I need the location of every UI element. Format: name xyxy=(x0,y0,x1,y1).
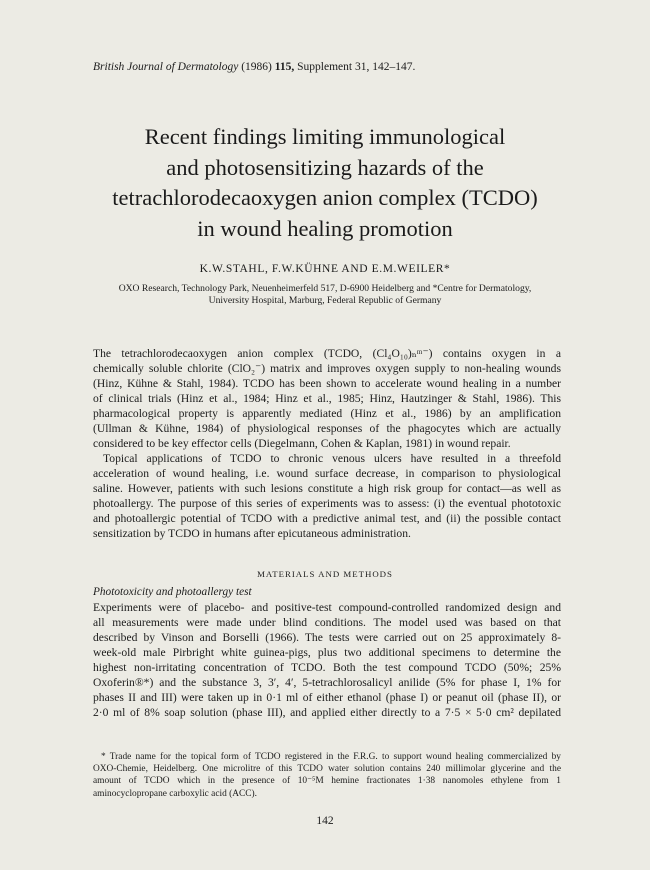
subsection-heading: Phototoxicity and photoallergy test xyxy=(93,586,252,598)
text-line: all measurements were made under blind conditions. The model used was based on that xyxy=(93,616,561,629)
text-line: acceleration of wound healing, i.e. wound surface decrease, in comparison to physiological xyxy=(93,467,561,480)
text-line: week-old male Pirbright white guinea-pigs, plus two additional specimens to determine the xyxy=(93,646,561,659)
introduction xyxy=(93,346,561,541)
title-line: Recent findings limiting immunological xyxy=(144,124,506,149)
footnote-line: aminocyclopropane carboxylic acid (ACC). xyxy=(93,788,258,799)
text-line: considered to be key effector cells (Diegelmann, Cohen & Kaplan, 1981) in wound repair. xyxy=(93,437,511,450)
text-line: and photoallergic potential of TCDO with a predictive animal test, and (ii) the possible contact xyxy=(93,512,561,525)
title-line: in wound healing promotion xyxy=(197,215,453,241)
footnote xyxy=(93,751,561,800)
text-line: sensitization by TCDO in humans after epicutaneous administration. xyxy=(93,527,411,540)
journal-name: British Journal of Dermatology xyxy=(93,61,239,73)
methods-text xyxy=(93,600,561,720)
text-line: Experiments were of placebo- and positive-test compound-controlled randomized design and xyxy=(93,601,561,614)
text-line: saline. However, patients with such lesions constitute a high risk group for contact—as well as xyxy=(93,482,561,495)
affiliation xyxy=(60,283,590,307)
text-line: pharmacological property is apparently mediated (Hinz et al., 1986) by an amplification xyxy=(93,407,561,420)
text-line: Oxoferin®*) and the substance 3, 3′, 4′, 5-tetrachlorosalicyl anilide (5% for phase I, 1% for xyxy=(93,676,561,689)
text-line: The tetrachlorodecaoxygen anion complex (TCDO, (Cl₄O₁₀)ₙᵐ⁻) contains oxygen in a xyxy=(93,347,561,360)
journal-citation xyxy=(93,60,593,74)
journal-supplement: Supplement 31, 142–147. xyxy=(297,61,416,73)
journal-year: (1986) xyxy=(241,61,272,73)
text-line: highest non-irritating concentration of TCDO. Both the test compound TCDO (50%; 25% xyxy=(93,661,561,674)
footnote-line: OXO-Chemie, Heidelberg. One microlitre of this TCDO water solution contains 240 millimolar glycerine and the xyxy=(93,764,561,775)
text-line: photoallergy. The purpose of this series of experiments was to assess: (i) the eventual phototoxic xyxy=(93,497,561,510)
footnote-line: amount of TCDO which in the presence of 10⁻⁵M hemine fractionates 1·38 nanomoles ethylene from 1 xyxy=(93,776,561,787)
text-line: (Hinz, Kühne & Stahl, 1984). TCDO has been shown to accelerate wound healing in a number xyxy=(93,377,561,390)
authors: K.W.STAHL, F.W.KÜHNE AND E.M.WEILER* xyxy=(199,263,451,275)
affiliation-line: OXO Research, Technology Park, Neuenheimerfeld 517, D-6900 Heidelberg and *Centre for Dermatology, xyxy=(118,283,532,294)
text-line: chemically soluble chlorite (ClO₂⁻) matrix and improves oxygen supply to non-healing wounds xyxy=(93,362,561,375)
text-line: described by Vinson and Borselli (1966). The tests were carried out on 25 approximately 8- xyxy=(93,631,561,644)
text-line: phases II and III) were taken up in 0·1 ml of either ethanol (phase I) or peanut oil (phase II), or xyxy=(93,691,561,704)
footnote-line: * Trade name for the topical form of TCDO registered in the F.R.G. to support wound healing commercialized by xyxy=(101,752,561,762)
affiliation-line: University Hospital, Marburg, Federal Republic of Germany xyxy=(208,295,442,306)
section-heading: MATERIALS AND METHODS xyxy=(257,569,393,579)
article-title xyxy=(60,122,590,244)
page-number: 142 xyxy=(316,815,334,827)
journal-volume: 115, xyxy=(274,61,295,73)
text-line: (Ullman & Kühne, 1984) of physiological responses of the phagocytes which are actually xyxy=(93,422,561,435)
title-line: and photosensitizing hazards of the xyxy=(166,154,484,180)
text-line: Topical applications of TCDO to chronic venous ulcers have resulted in a threefold xyxy=(103,452,561,465)
text-line: of clinical trials (Hinz et al., 1984; Hinz et al., 1985; Hinz, Hautzinger & Stahl, 1986). This xyxy=(93,392,561,405)
text-line: 2·0 ml of 8% soap solution (phase III), and applied either directly to a 7·5 × 5·0 cm² depilated xyxy=(93,706,561,719)
title-line: tetrachlorodecaoxygen anion complex (TCDO) xyxy=(112,185,538,210)
